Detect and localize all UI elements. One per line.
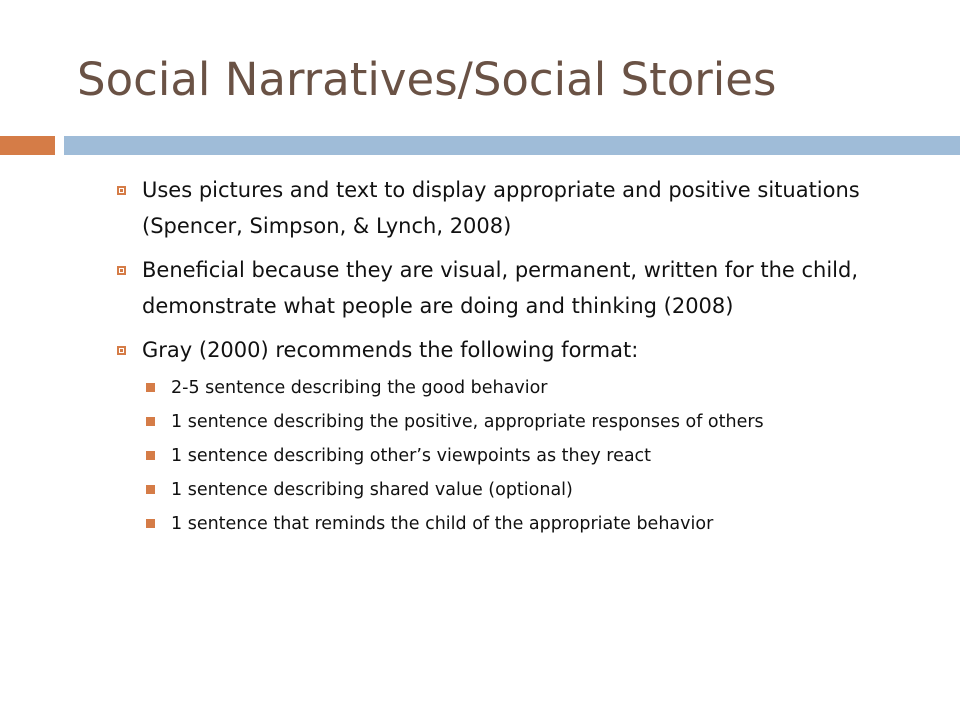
sub-bullet-text: 1 sentence describing the positive, appropriate responses of others [171, 412, 764, 432]
hollow-square-bullet-icon [117, 186, 126, 195]
sub-bullet-item [146, 476, 907, 504]
bullet-text: Gray (2000) recommends the following format: [142, 338, 639, 362]
sub-bullet-text: 1 sentence describing other’s viewpoints as they react [171, 446, 652, 466]
filled-square-bullet-icon [146, 417, 155, 426]
bullet-item [117, 252, 907, 324]
sub-bullet-item [146, 510, 907, 538]
slide-content [117, 172, 907, 544]
filled-square-bullet-icon [146, 383, 155, 392]
bullet-text: Beneficial because they are visual, permanent, written for the child, demonstrate what people are doing and thinking (2008) [142, 258, 859, 318]
filled-square-bullet-icon [146, 485, 155, 494]
slide-title: Social Narratives/Social Stories [77, 53, 777, 106]
bullet-text: Uses pictures and text to display appropriate and positive situations (Spencer, Simpson, & Lynch, 2008) [142, 178, 860, 238]
sub-bullet-text: 1 sentence that reminds the child of the appropriate behavior [171, 514, 714, 534]
filled-square-bullet-icon [146, 451, 155, 460]
sub-bullet-list [146, 374, 907, 538]
sub-bullet-item [146, 374, 907, 402]
sub-bullet-item [146, 442, 907, 470]
sub-bullet-text: 2-5 sentence describing the good behavior [171, 378, 548, 398]
sub-bullet-text: 1 sentence describing shared value (optional) [171, 480, 573, 500]
accent-bar-blue [64, 136, 960, 155]
accent-bar-orange [0, 136, 55, 155]
bullet-item [117, 332, 907, 368]
filled-square-bullet-icon [146, 519, 155, 528]
bullet-item [117, 172, 907, 244]
hollow-square-bullet-icon [117, 266, 126, 275]
sub-bullet-item [146, 408, 907, 436]
hollow-square-bullet-icon [117, 346, 126, 355]
